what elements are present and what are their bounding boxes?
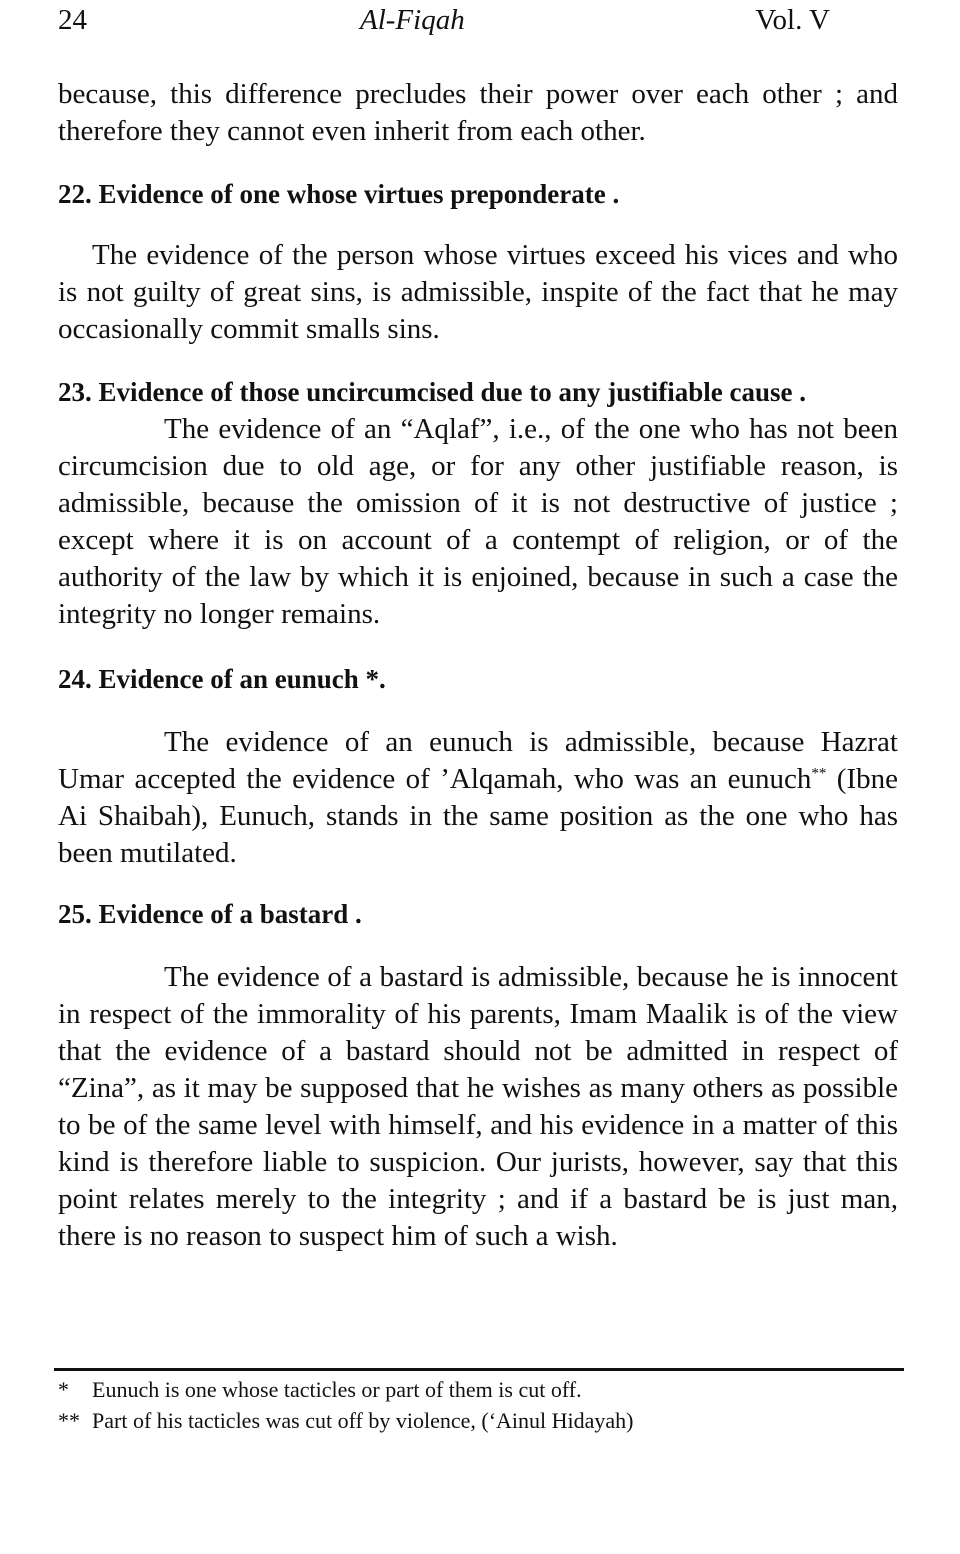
footnote-mark: ** (58, 1408, 80, 1433)
footnote-text: Part of his tacticles was cut off by violence, (‘Ainul Hidayah) (92, 1408, 634, 1433)
footnote-2 (58, 1405, 898, 1436)
volume-label: Vol. V (755, 4, 830, 36)
section-body-24-text: The evidence of an eunuch is admissible, because Hazrat Umar accepted the evidence of ’Alqamah, who was an eunuch (58, 726, 898, 795)
intro-paragraph: because, this difference precludes their power over each other ; and therefore they cannot even inherit from each other. (58, 78, 898, 147)
section-heading-24: 24. Evidence of an eunuch *. (58, 664, 386, 694)
section-heading-22: 22. Evidence of one whose virtues preponderate . (58, 179, 620, 209)
section-body-25: The evidence of a bastard is admissible, because he is innocent in respect of the immorality of his parents, Imam Maalik is of the view that the evidence of a bastard should not be admitted in respect of “Zina”, as it may be supposed that he wishes as many others as possible to be of the same level with himself, and his evidence in a matter of this kind is therefore liable to suspicion. Our jurists, however, say that this point relates merely to the integrity ; and if a bastard be is just man, there is no reason to suspect him of such a wish. (58, 961, 898, 1252)
page-header (58, 4, 900, 44)
section-body-22: The evidence of the person whose virtues exceed his vices and who is not guilty of great sins, is admissible, inspite of the fact that he may occasionally commit smalls sins. (58, 239, 898, 345)
footnotes (58, 1374, 898, 1436)
section-body-24-text-cont: (Ibne Ai Shaibah), Eunuch, stands in the same position as the one who has been mutilated. (58, 763, 898, 869)
section-body-24 (58, 724, 898, 872)
footnote-divider (54, 1368, 904, 1371)
page-number: 24 (58, 4, 87, 36)
footnote-text: Eunuch is one whose tacticles or part of them is cut off. (92, 1377, 582, 1402)
section-heading-25: 25. Evidence of a bastard . (58, 899, 362, 929)
book-title: Al-Fiqah (360, 4, 465, 36)
footnote-mark: * (58, 1377, 69, 1402)
footnote-reference: ** (811, 765, 827, 782)
footnote-1 (58, 1374, 898, 1405)
section-body-23: The evidence of an “Aqlaf”, i.e., of the one who has not been circumcision due to old age, or for any other justifiable reason, is admissible, because the omission of it is not destructive of justice ; except where it is on account of a contempt of religion, or of the authority of the law by which it is enjoined, because in such a case the integrity no longer remains. (58, 413, 898, 630)
page-body (58, 76, 898, 1255)
section-heading-23: 23. Evidence of those uncircumcised due to any justifiable cause . (58, 377, 806, 407)
